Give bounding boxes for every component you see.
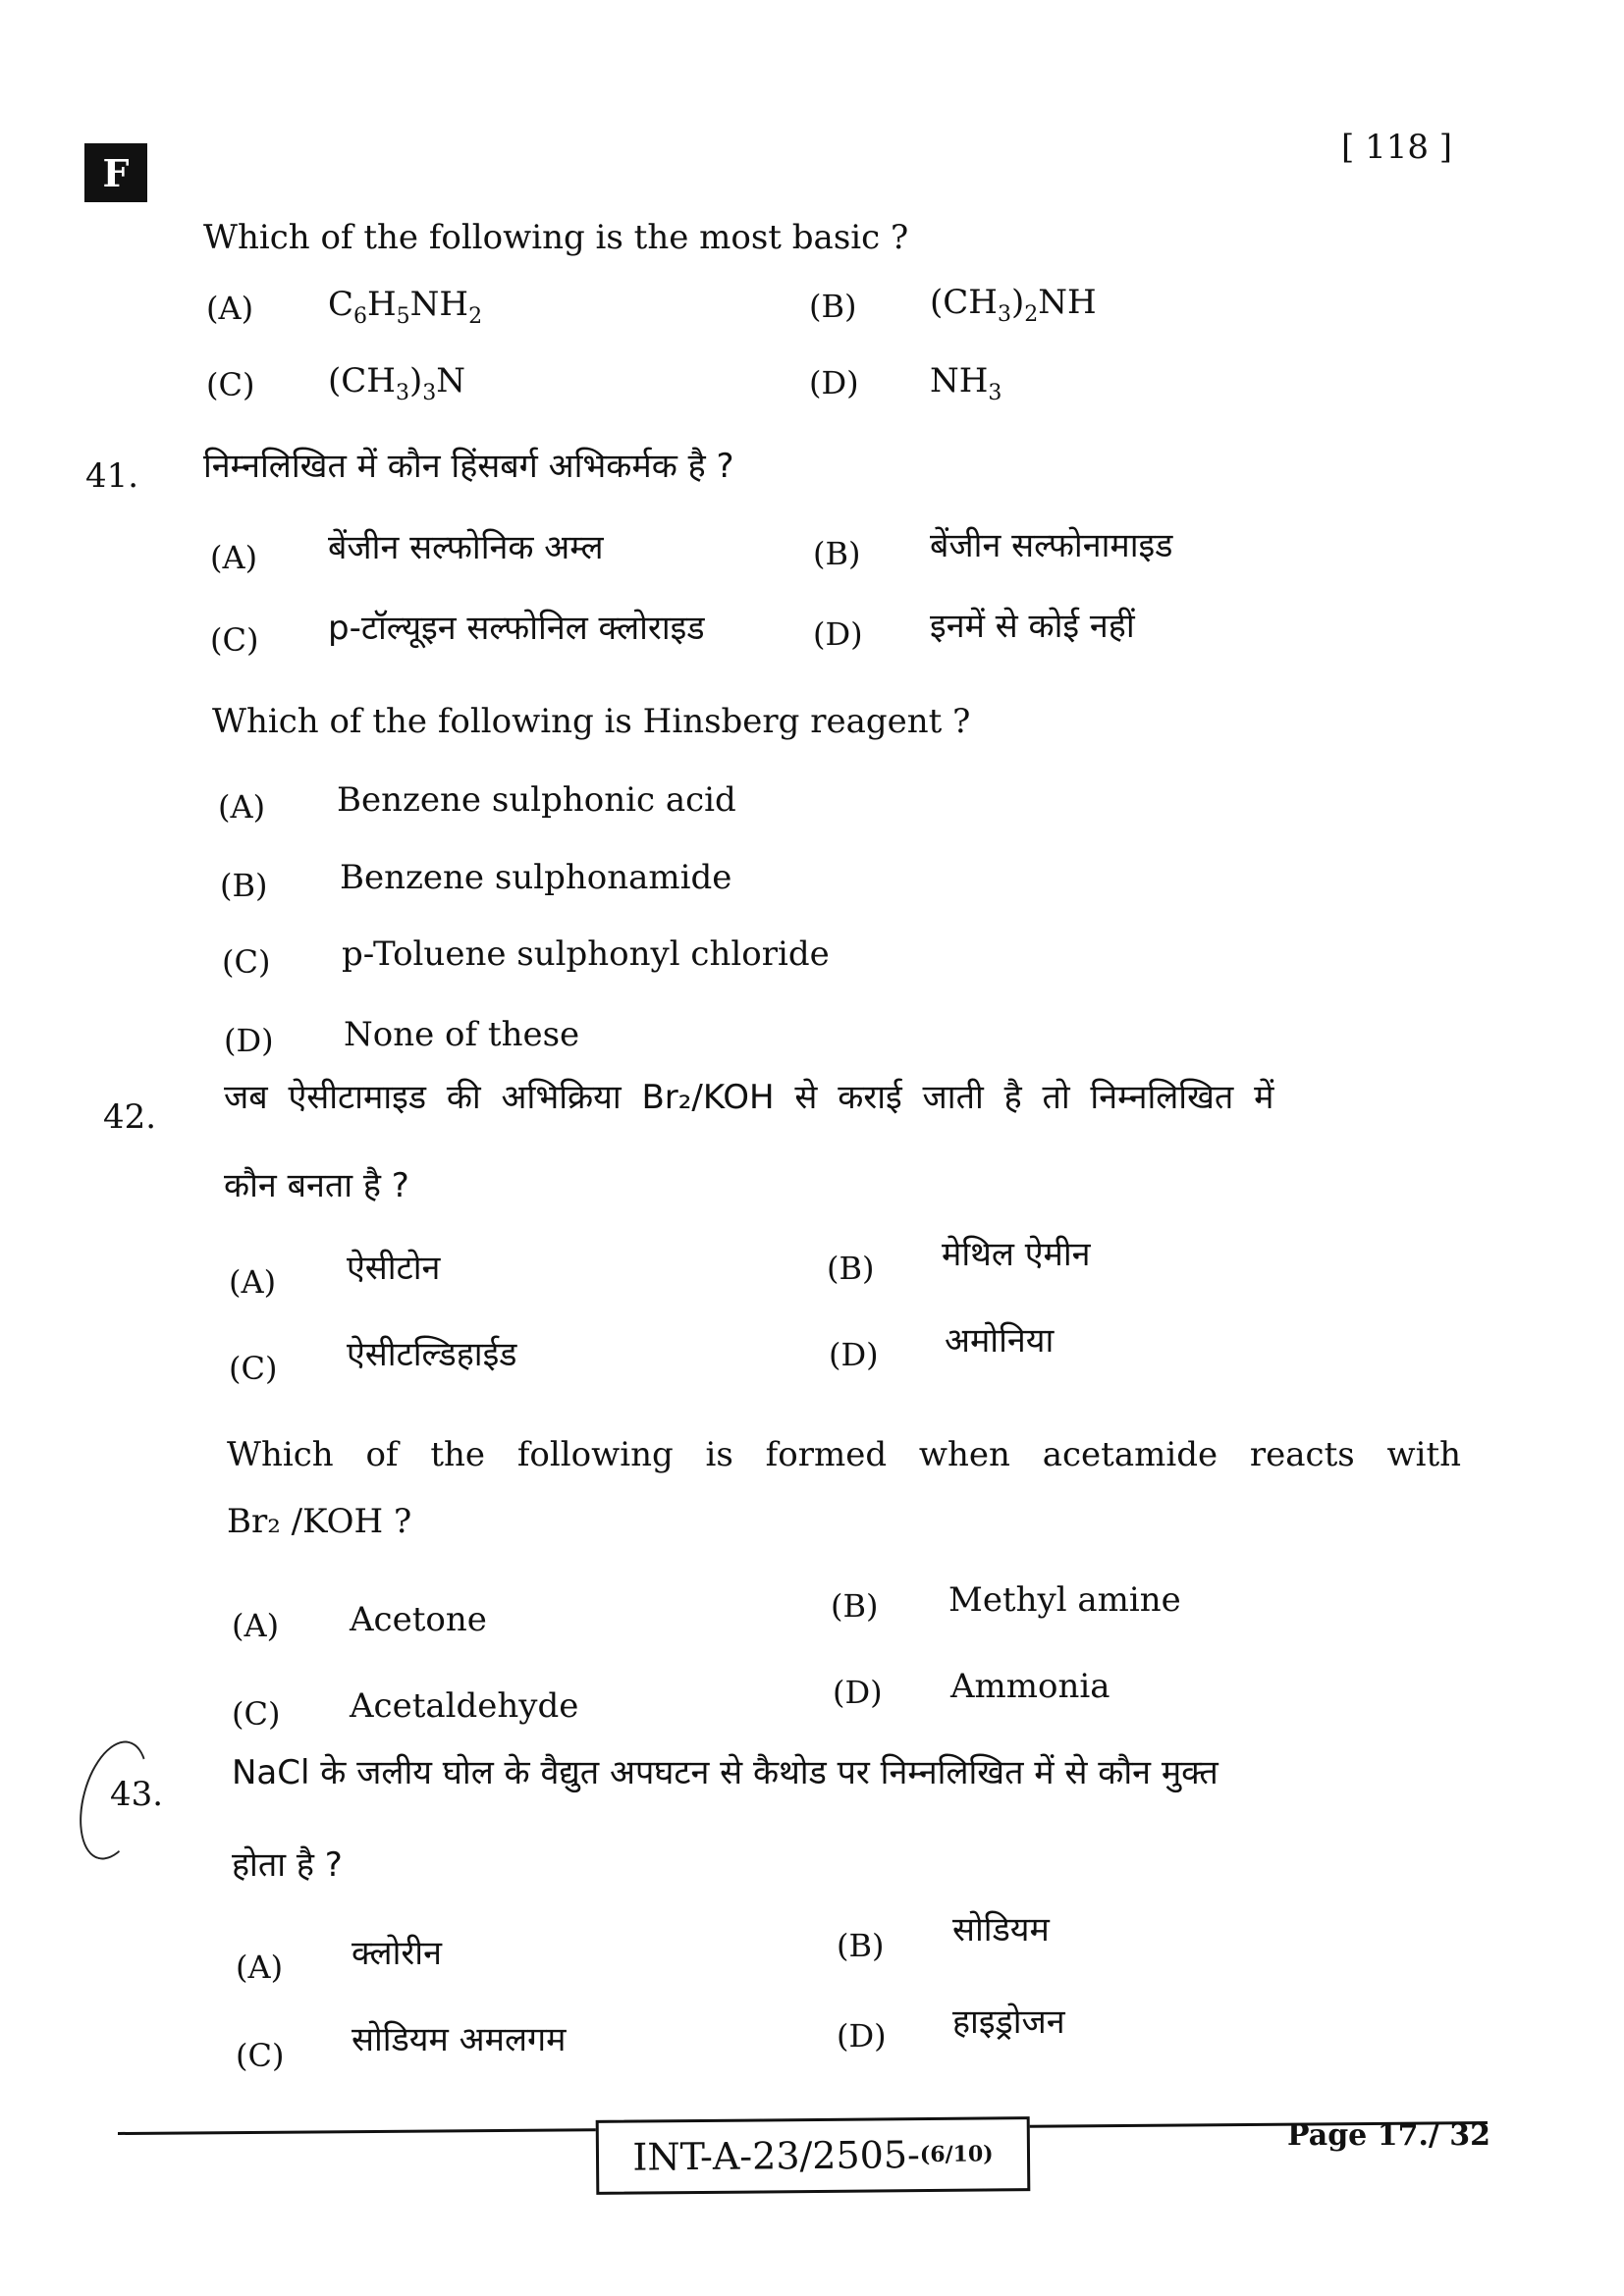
q41-hi-a: बेंजीन सल्फोनिक अम्ल <box>328 528 604 567</box>
q43-hi-b-label: (B) <box>837 1927 885 1964</box>
q41-en-d-label: (D) <box>224 1022 274 1059</box>
q42-en-a-label: (A) <box>232 1607 280 1644</box>
q40-option-c: $(CH_3)_3N$ <box>328 361 465 405</box>
q40-option-b-label: (B) <box>809 288 857 325</box>
q40-option-c-label: (C) <box>206 366 255 403</box>
q42-en-d-label: (D) <box>833 1674 883 1711</box>
q41-hi-b: बेंजीन सल्फोनामाइड <box>930 526 1173 565</box>
paper-code-suffix: (6/10) <box>919 2141 994 2168</box>
q43-hi-d-label: (D) <box>837 2017 887 2055</box>
q40-option-b: $(CH_3)_2NH$ <box>930 283 1097 327</box>
q42-hi-c: ऐसीटल्डिहाईड <box>347 1335 517 1374</box>
page-number: Page 17./ 32 <box>1287 2118 1491 2153</box>
q42-hi-b: मेथिल ऐमीन <box>942 1235 1091 1274</box>
q42-en-b-label: (B) <box>831 1587 879 1625</box>
q40-option-a: $C_6H_5NH_2$ <box>328 285 483 329</box>
q41-en-a: Benzene sulphonic acid <box>337 780 736 820</box>
q40-option-d: $NH_3$ <box>930 361 1002 405</box>
q41-hi-c: p-टॉल्यूइन सल्फोनिल क्लोराइड <box>328 609 705 648</box>
q40-option-d-label: (D) <box>809 364 859 401</box>
q42-hi-a-label: (A) <box>229 1263 277 1301</box>
page-marker: [ 118 ] <box>1341 128 1453 167</box>
q42-question-english-line1: Which of the following is formed when acetamide reacts with <box>227 1435 1462 1474</box>
q40-question: Which of the following is the most basic ? <box>203 218 909 257</box>
q42-question-hindi-line1: जब ऐसीटामाइड की अभिक्रिया Br₂/KOH से कराई जाती है तो निम्नलिखित में <box>224 1078 1274 1117</box>
q41-hi-b-label: (B) <box>813 535 861 572</box>
q43-number: 43. <box>110 1775 164 1814</box>
q43-question-hindi-line2: होता है ? <box>232 1845 343 1885</box>
q41-en-c-label: (C) <box>222 943 271 981</box>
q41-number: 41. <box>85 456 139 496</box>
q41-hi-c-label: (C) <box>210 621 259 659</box>
q43-hi-a-label: (A) <box>236 1949 284 1986</box>
q42-en-c-label: (C) <box>232 1695 281 1733</box>
q41-en-a-label: (A) <box>218 788 266 826</box>
q41-en-c: p-Toluene sulphonyl chloride <box>342 934 830 974</box>
q41-en-b-label: (B) <box>220 867 268 904</box>
q41-en-d: None of these <box>344 1015 580 1054</box>
q42-en-d: Ammonia <box>950 1667 1110 1706</box>
q40-option-a-label: (A) <box>206 290 254 327</box>
q43-hi-c: सोडियम अमलगम <box>352 2020 567 2059</box>
q42-question-english-line2: Br₂ /KOH ? <box>227 1502 412 1541</box>
q42-en-a: Acetone <box>350 1600 487 1639</box>
q41-hi-a-label: (A) <box>210 539 258 576</box>
q42-hi-b-label: (B) <box>827 1250 875 1287</box>
q42-hi-d-label: (D) <box>829 1336 879 1373</box>
q42-number: 42. <box>103 1097 157 1137</box>
paper-code: INT-A-23/2505- <box>632 2133 921 2179</box>
q42-en-b: Methyl amine <box>948 1580 1181 1620</box>
q43-question-hindi-line1: NaCl के जलीय घोल के वैद्युत अपघटन से कैथोड पर निम्नलिखित में से कौन मुक्त <box>232 1753 1218 1792</box>
q43-hi-c-label: (C) <box>236 2037 285 2074</box>
set-code-badge: F <box>84 143 147 202</box>
q42-question-hindi-line2: कौन बनता है ? <box>224 1166 409 1205</box>
paper-code-box <box>596 2116 1031 2195</box>
q43-hi-b: सोडियम <box>952 1910 1050 1949</box>
q42-en-c: Acetaldehyde <box>350 1686 579 1726</box>
q41-en-b: Benzene sulphonamide <box>340 858 732 897</box>
q42-hi-c-label: (C) <box>229 1350 278 1387</box>
q41-question-hindi: निम्नलिखित में कौन हिंसबर्ग अभिकर्मक है ? <box>203 447 734 486</box>
q41-hi-d-label: (D) <box>813 615 863 653</box>
q43-hi-a: क्लोरीन <box>352 1934 442 1973</box>
q42-hi-a: ऐसीटोन <box>347 1249 441 1288</box>
q41-hi-d: इनमें से कोई नहीं <box>930 607 1135 646</box>
q41-question-english: Which of the following is Hinsberg reagent ? <box>212 702 971 741</box>
q43-hi-d: हाइड्रोजन <box>952 2002 1065 2042</box>
q42-hi-d: अमोनिया <box>945 1321 1055 1361</box>
